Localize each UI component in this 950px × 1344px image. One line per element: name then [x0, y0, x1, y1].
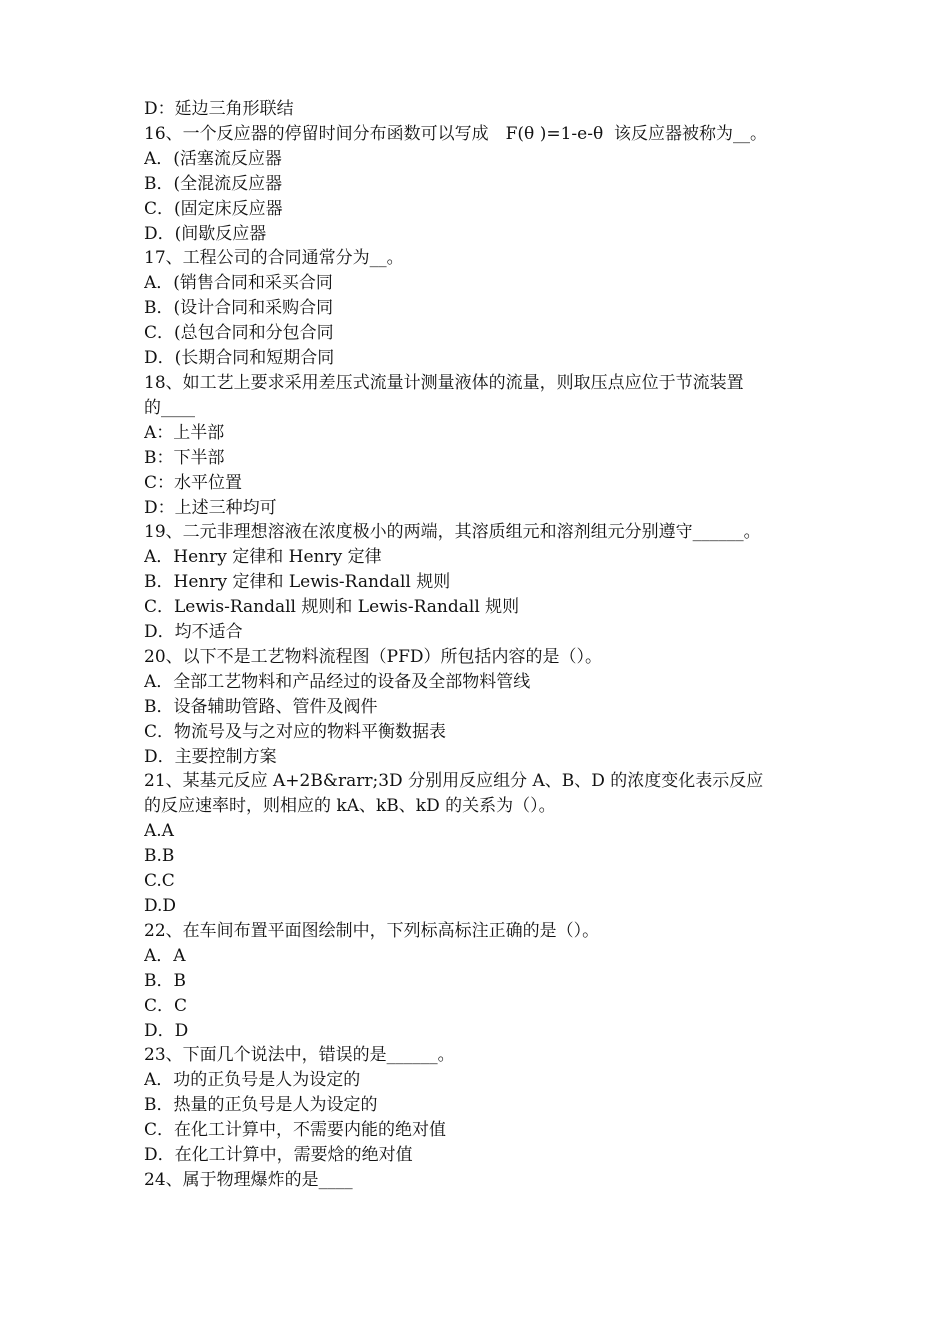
- question-22: 22、在车间布置平面图绘制中，下列标高标注正确的是（）。: [144, 920, 600, 941]
- option-d: D．D: [144, 1020, 189, 1041]
- question-16: 16、一个反应器的停留时间分布函数可以写成 F(θ )=1-e-θ 该反应器被称为__。: [144, 123, 767, 144]
- option-b: B．Henry 定律和 Lewis-Randall 规则: [144, 572, 451, 593]
- question-21-continued: 的反应速率时，则相应的 kA、kB、kD 的关系为（）。: [144, 796, 556, 817]
- option-b: B．(全混流反应器: [144, 173, 283, 194]
- option-a: A．全部工艺物料和产品经过的设备及全部物料管线: [144, 671, 531, 692]
- question-21: 21、某基元反应 A+2B&rarr;3D 分别用反应组分 A、B、D 的浓度变化表示反应: [144, 771, 764, 792]
- option-a: A．(活塞流反应器: [144, 148, 282, 169]
- option-b: B．(设计合同和采购合同: [144, 298, 334, 319]
- option-b: B．B: [144, 970, 186, 991]
- option-c: C：水平位置: [144, 472, 243, 493]
- option-b: B．热量的正负号是人为设定的: [144, 1095, 378, 1116]
- question-24: 24、属于物理爆炸的是____: [144, 1169, 353, 1190]
- option-a: A．(销售合同和采买合同: [144, 273, 333, 294]
- option-c: C.C: [144, 871, 175, 892]
- option-d: D．(长期合同和短期合同: [144, 348, 335, 369]
- document-page: [144, 97, 824, 1193]
- option-a: A．功的正负号是人为设定的: [144, 1070, 361, 1091]
- option-d: D：上述三种均可: [144, 497, 277, 518]
- question-18-continued: 的____: [144, 397, 195, 418]
- option-d: D．在化工计算中，需要焓的绝对值: [144, 1145, 413, 1166]
- option-b: B.B: [144, 846, 175, 867]
- option-c: C．物流号及与之对应的物料平衡数据表: [144, 721, 447, 742]
- option-c: C．在化工计算中，不需要内能的绝对值: [144, 1120, 447, 1141]
- text-line: D：延边三角形联结: [144, 99, 294, 119]
- question-17: 17、工程公司的合同通常分为__。: [144, 248, 404, 269]
- option-a: A．Henry 定律和 Henry 定律: [144, 547, 382, 568]
- option-d: D．(间歇反应器: [144, 223, 267, 244]
- option-d: D.D: [144, 896, 177, 916]
- question-19: 19、二元非理想溶液在浓度极小的两端，其溶质组元和溶剂组元分别遵守______。: [144, 522, 761, 543]
- option-c: C．(总包合同和分包合同: [144, 323, 334, 344]
- option-a: A：上半部: [144, 422, 225, 443]
- question-23: 23、下面几个说法中，错误的是______。: [144, 1045, 455, 1066]
- option-d: D．主要控制方案: [144, 746, 277, 767]
- question-20: 20、以下不是工艺物料流程图（PFD）所包括内容的是（）。: [144, 646, 602, 667]
- option-d: D．均不适合: [144, 622, 243, 643]
- option-c: C．Lewis-Randall 规则和 Lewis-Randall 规则: [144, 597, 520, 618]
- option-b: B．设备辅助管路、管件及阀件: [144, 696, 378, 717]
- option-a: A.A: [144, 821, 174, 842]
- option-a: A．A: [144, 945, 186, 966]
- option-c: C．C: [144, 995, 188, 1016]
- option-c: C．(固定床反应器: [144, 198, 283, 219]
- option-b: B：下半部: [144, 447, 225, 468]
- question-18: 18、如工艺上要求采用差压式流量计测量液体的流量，则取压点应位于节流装置: [144, 372, 744, 393]
